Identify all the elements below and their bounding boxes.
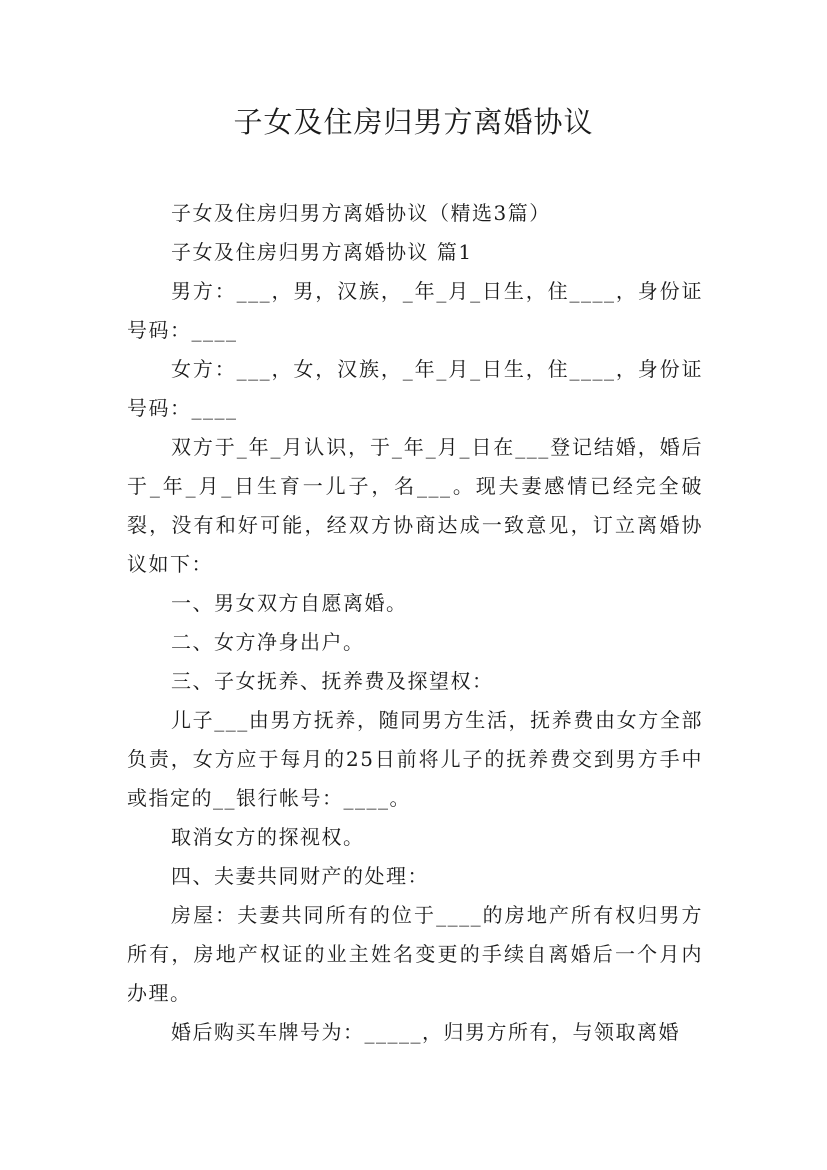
paragraph-husband-info: 男方：___，男，汉族，_年_月_日生，住____，身份证号码：____ <box>127 279 703 342</box>
paragraph-house: 房屋：夫妻共同所有的位于____的房地产所有权归男方所有，房地产权证的业主姓名变更的手续自离婚后一个月内办理。 <box>127 903 703 1005</box>
paragraph-clause-4: 四、夫妻共同财产的处理： <box>171 864 429 888</box>
paragraph-clause-1: 一、男女双方自愿离婚。 <box>171 591 408 615</box>
document-title: 子女及住房归男方离婚协议 <box>233 105 594 139</box>
paragraph-wife-info: 女方：___，女，汉族，_年_月_日生，住____，身份证号码：____ <box>127 357 703 420</box>
paragraph-vehicle: 婚后购买车牌号为：_____，归男方所有，与领取离婚 <box>171 1020 680 1044</box>
paragraph-child-support: 儿子___由男方抚养，随同男方生活，抚养费由女方全部负责，女方应于每月的25日前将儿子的抚养费交到男方手中或指定的__银行帐号：____。 <box>127 708 703 810</box>
paragraph-clause-2: 二、女方净身出户。 <box>171 630 365 654</box>
paragraph-background: 双方于_年_月认识，于_年_月_日在___登记结婚，婚后于_年_月_日生育一儿子，名___。现夫妻感情已经完全破裂，没有和好可能，经双方协商达成一致意见，订立离婚协议如下： <box>127 435 703 576</box>
paragraph-clause-3: 三、子女抚养、抚养费及探望权： <box>171 669 494 693</box>
paragraph-subtitle: 子女及住房归男方离婚协议（精选3篇） <box>171 201 551 225</box>
paragraph-section-heading: 子女及住房归男方离婚协议 篇1 <box>171 240 473 264</box>
document-body <box>127 194 703 1052</box>
paragraph-visitation: 取消女方的探视权。 <box>171 825 365 849</box>
